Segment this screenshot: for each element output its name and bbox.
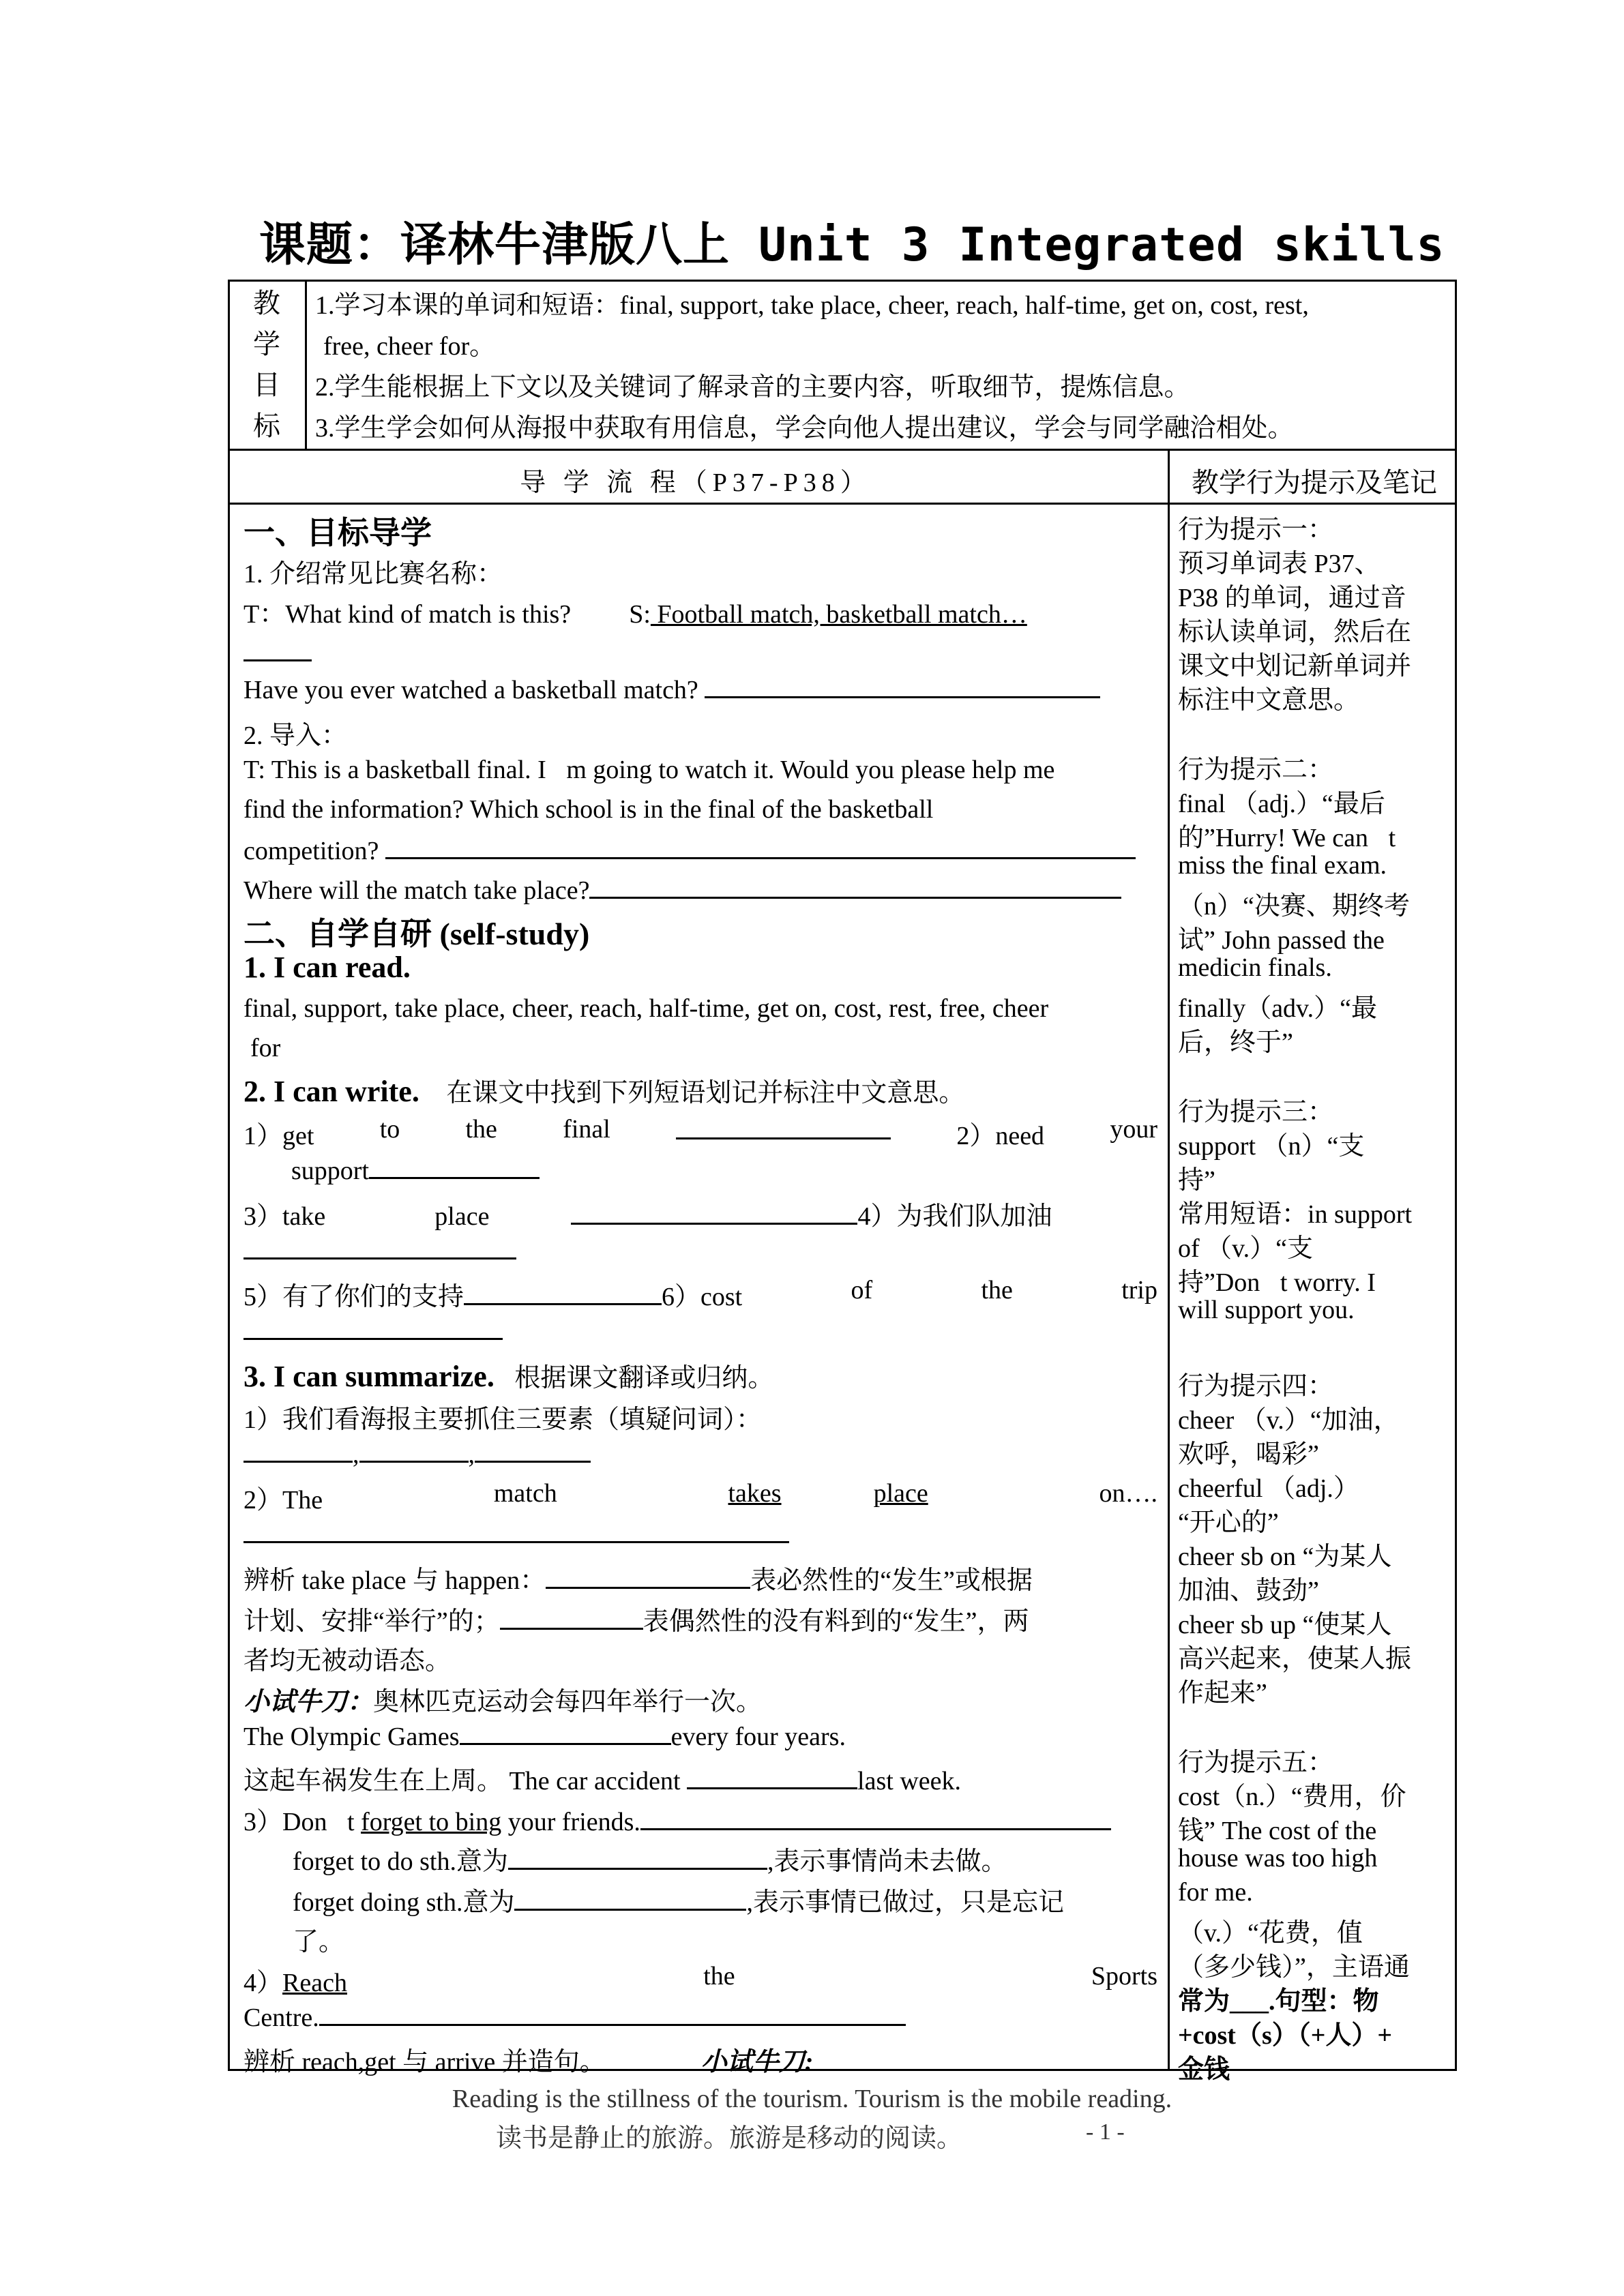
note-line: 高兴起来，使某人振 (1178, 1645, 1412, 1673)
exercise-line: support (243, 1154, 1205, 1186)
practice-line: 小试牛刀：奥林匹克运动会每四年举行一次。 (243, 1688, 763, 1716)
note-line: 金钱 (1178, 2055, 1230, 2084)
note-line: 者均无被动语态。 (243, 1647, 452, 1675)
table-divider (1168, 449, 1170, 2071)
footer-quote: Reading is the stillness of the tourism. Tourism is the mobile reading. (452, 2085, 1172, 2113)
note-line: 作起来” (1178, 1679, 1267, 1708)
question: 1. 介绍常见比赛名称： (243, 560, 503, 588)
table-divider (228, 503, 1457, 505)
section-title: 一、目标导学 (243, 516, 432, 550)
note-line: forget doing sth.意为 ,表示事情已做过，只是忘记 (243, 1881, 1207, 1918)
word-list: final, support, take place, cheer, reach, half-time, get on, cost, rest, free, cheer (243, 994, 1049, 1023)
note-line: （多少钱）”，主语通 (1178, 1953, 1410, 1982)
note-line: will support you. (1178, 1296, 1355, 1324)
goals-list (315, 285, 1447, 449)
note-line: 辨析 reach,get 与 arrive 并造句。 小试牛刀: (243, 2048, 814, 2076)
exercise-line: 1）get to the final 2）need your (243, 1115, 1157, 1150)
page-number: - 1 - (1086, 2119, 1125, 2145)
exercise-line: 3）Don t forget to bing your friends. (243, 1800, 1157, 1838)
goal-item: 3.学生学会如何从海报中获取有用信息，学会向他人提出建议，学会与同学融洽相处。 (315, 414, 1294, 443)
note-line: 试” John passed the (1178, 926, 1385, 955)
note-line: 行为提示五： (1178, 1748, 1334, 1777)
note-line: finally（adv.）“最 (1178, 994, 1377, 1023)
table-divider (228, 449, 1457, 451)
note-line: 的”Hurry! We can t (1178, 824, 1396, 852)
blank-line (243, 1315, 1157, 1347)
process-header: 导 学 流 程（P37-P38） (520, 468, 872, 497)
note-line: （v.）“花费，值 (1178, 1919, 1363, 1948)
blank-line: , , (243, 1437, 1157, 1470)
note-line: for me. (1178, 1878, 1253, 1907)
note-line: 行为提示二： (1178, 756, 1334, 784)
notes-header: 教学行为提示及笔记 (1192, 467, 1437, 498)
section-title: 二、自学自研 (self-study) (243, 916, 590, 951)
exercise-line: Centre. (243, 2001, 1157, 2033)
note-line: 课文中划记新单词并 (1178, 652, 1412, 681)
note-line: 辨析 take place 与 happen： 表必然性的“发生”或根据 (243, 1559, 1157, 1596)
note-line: 标认读单词，然后在 (1178, 618, 1412, 646)
exercise-line: 3）take place 4）为我们队加油 (243, 1195, 1157, 1232)
note-line: 钱” The cost of the (1178, 1817, 1377, 1845)
page-title: 课题：译林牛津版八上 Unit 3 Integrated skills (259, 218, 1445, 272)
note-line: （n）“决赛、期终考 (1178, 892, 1410, 921)
exercise-line: 5）有了你们的支持 6）cost of the trip (243, 1276, 1157, 1311)
question: Have you ever watched a basketball match? (243, 673, 1157, 705)
note-line: P38 的单词，通过音 (1178, 584, 1406, 612)
word-list: for (250, 1034, 281, 1062)
note-line: 了。 (293, 1928, 345, 1956)
note-line: medicin finals. (1178, 953, 1332, 982)
exercise-line: 2）The match takes place on…. (243, 1479, 1157, 1515)
paragraph-line: T: This is a basketball final. I m going to watch it. Would you please help me (243, 756, 1055, 784)
note-line: forget to do sth.意为 ,表示事情尚未去做。 (243, 1840, 1207, 1877)
note-line: 计划、安排“举行”的； 表偶然性的没有料到的“发生”，两 (243, 1600, 1157, 1637)
note-line: final （adj.）“最后 (1178, 790, 1385, 818)
paragraph-line: find the information? Which school is in the final of the basketball (243, 795, 934, 824)
note-line: 行为提示四： (1178, 1372, 1334, 1401)
subsection-title: 2. I can write. 在课文中找到下列短语划记并标注中文意思。 (243, 1075, 965, 1108)
note-line: 欢呼，喝彩” (1178, 1440, 1319, 1469)
note-line: +cost（s）（+人）+ (1178, 2021, 1393, 2050)
blank-line (243, 636, 1157, 668)
goal-item: free, cheer for。 (323, 332, 496, 361)
note-line: 常为___.句型：物 (1178, 1987, 1379, 2016)
blank-line (243, 1234, 1157, 1266)
subsection-title: 1. I can read. (243, 951, 411, 984)
paragraph-line: competition? (243, 834, 1157, 866)
note-line: support （n）“支 (1178, 1132, 1365, 1161)
note-line: cheer （v.）“加油， (1178, 1406, 1400, 1435)
note-line: cost（n.）“费用，价 (1178, 1783, 1406, 1811)
question: Where will the match take place? (243, 874, 1157, 906)
note-line: house was too high (1178, 1844, 1378, 1873)
note-line: cheerful （adj.） (1178, 1474, 1359, 1503)
practice-line: The Olympic Games every four years. (243, 1720, 1157, 1752)
goals-label: 教 学 目 标 (253, 288, 280, 442)
subsection-title: 3. I can summarize. 根据课文翻译或归纳。 (243, 1360, 774, 1393)
exercise-line: 4）Reach the Sports (243, 1962, 1157, 1997)
note-line: 持” (1178, 1166, 1215, 1195)
note-line: of （v.）“支 (1178, 1234, 1314, 1263)
note-line: 加油、鼓劲” (1178, 1577, 1319, 1605)
goal-item: 1.学习本课的单词和短语：final, support, take place, cheer, reach, half-time, get on, cost, rest, (315, 291, 1309, 320)
table-divider (305, 280, 307, 450)
note-line: 后，终于” (1178, 1028, 1293, 1057)
footer-quote-cn: 读书是静止的旅游。旅游是移动的阅读。 (496, 2124, 963, 2153)
note-line: “开心的” (1178, 1508, 1279, 1537)
practice-line: 这起车祸发生在上周。 The car accident last week. (243, 1759, 1157, 1797)
note-line: 常用短语：in support (1178, 1200, 1413, 1229)
note-line: 行为提示一： (1178, 516, 1334, 544)
dialogue-line: T：What kind of match is this? S: Football match, basketball match… (243, 600, 1027, 629)
note-line: 预习单词表 P37、 (1178, 550, 1381, 578)
note-line: 标注中文意思。 (1178, 686, 1360, 715)
question: 2. 导入： (243, 721, 348, 750)
note-line: cheer sb on “为某人 (1178, 1542, 1392, 1571)
blank-line (243, 1518, 1157, 1550)
note-line: 行为提示三： (1178, 1098, 1334, 1127)
note-line: 持”Don t worry. I (1178, 1268, 1376, 1297)
exercise-line: 1）我们看海报主要抓住三要素（填疑问词）： (243, 1405, 763, 1434)
note-line: miss the final exam. (1178, 851, 1387, 880)
note-line: cheer sb up “使某人 (1178, 1611, 1392, 1639)
goal-item: 2.学生能根据上下文以及关键词了解录音的主要内容，听取细节，提炼信息。 (315, 373, 1190, 402)
